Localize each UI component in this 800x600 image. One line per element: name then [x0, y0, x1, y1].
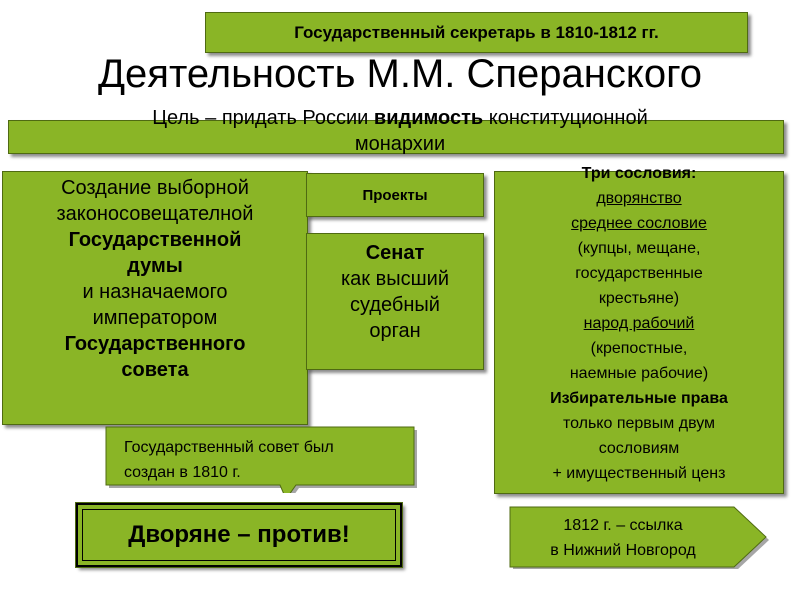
left-line-7: Государственного: [64, 333, 246, 355]
left-line-3: Государственной: [68, 229, 242, 251]
estate-middle-detail-2: государственные: [575, 265, 703, 282]
goal-line-2: монархии: [354, 133, 446, 155]
nobles-against-box: [76, 503, 402, 567]
nobles-against-text: Дворяне – против!: [128, 521, 350, 548]
goal-text: [0, 105, 800, 157]
senate-line-4: орган: [369, 320, 421, 342]
exile-text: [508, 513, 738, 563]
left-line-4: думы: [127, 255, 183, 277]
left-line-2: законосовещателной: [56, 203, 254, 225]
estate-middle-detail-3: крестьяне): [598, 290, 680, 307]
council-note-line-1: Государственный совет был: [124, 439, 334, 456]
left-line-5: и назначаемого: [82, 281, 228, 303]
estates-title: Три сословия:: [581, 165, 697, 182]
page-title: Деятельность М.М. Сперанского: [97, 52, 703, 96]
projects-label: Проекты: [362, 186, 428, 204]
left-line-6: императором: [92, 307, 218, 329]
voting-rights-title: Избирательные права: [550, 390, 728, 407]
voting-rights-line-3: + имущественный ценз: [552, 465, 726, 482]
estate-working: народ рабочий: [583, 315, 695, 332]
estate-middle: среднее сословие: [571, 215, 707, 232]
secretary-banner-text: Государственный секретарь в 1810-1812 гг.: [294, 22, 659, 42]
projects-label-box: [306, 173, 484, 217]
left-line-8: совета: [121, 359, 189, 381]
voting-rights-line-1: только первым двум: [562, 415, 716, 432]
voting-rights-line-2: сословиям: [598, 440, 680, 457]
goal-suffix: конституционной: [483, 107, 648, 129]
estates-content: [494, 161, 784, 486]
estate-working-detail-2: наемные рабочие): [569, 365, 709, 382]
senate-line-3: судебный: [350, 294, 440, 316]
exile-arrow: [508, 505, 770, 569]
senate-line-1: Сенат: [365, 242, 425, 264]
goal-bold-word: видимость: [373, 107, 484, 129]
goal-prefix: Цель – придать России: [152, 107, 374, 129]
left-line-1: Создание выборной: [61, 177, 249, 199]
estate-middle-detail-1: (купцы, мещане,: [577, 240, 701, 257]
estate-nobility: дворянство: [596, 190, 682, 207]
duma-council-box: [2, 171, 308, 425]
senate-box: [306, 233, 484, 370]
estate-working-detail-1: (крепостные,: [590, 340, 688, 357]
exile-line-2: в Нижний Новгород: [550, 542, 696, 559]
council-note-line-2: создан в 1810 г.: [124, 464, 241, 481]
goal-line-1: [0, 105, 800, 131]
exile-line-1: 1812 г. – ссылка: [563, 517, 683, 534]
council-note-text: [124, 435, 414, 485]
senate-line-2: как высший: [340, 268, 449, 290]
council-note-callout: [100, 425, 418, 493]
